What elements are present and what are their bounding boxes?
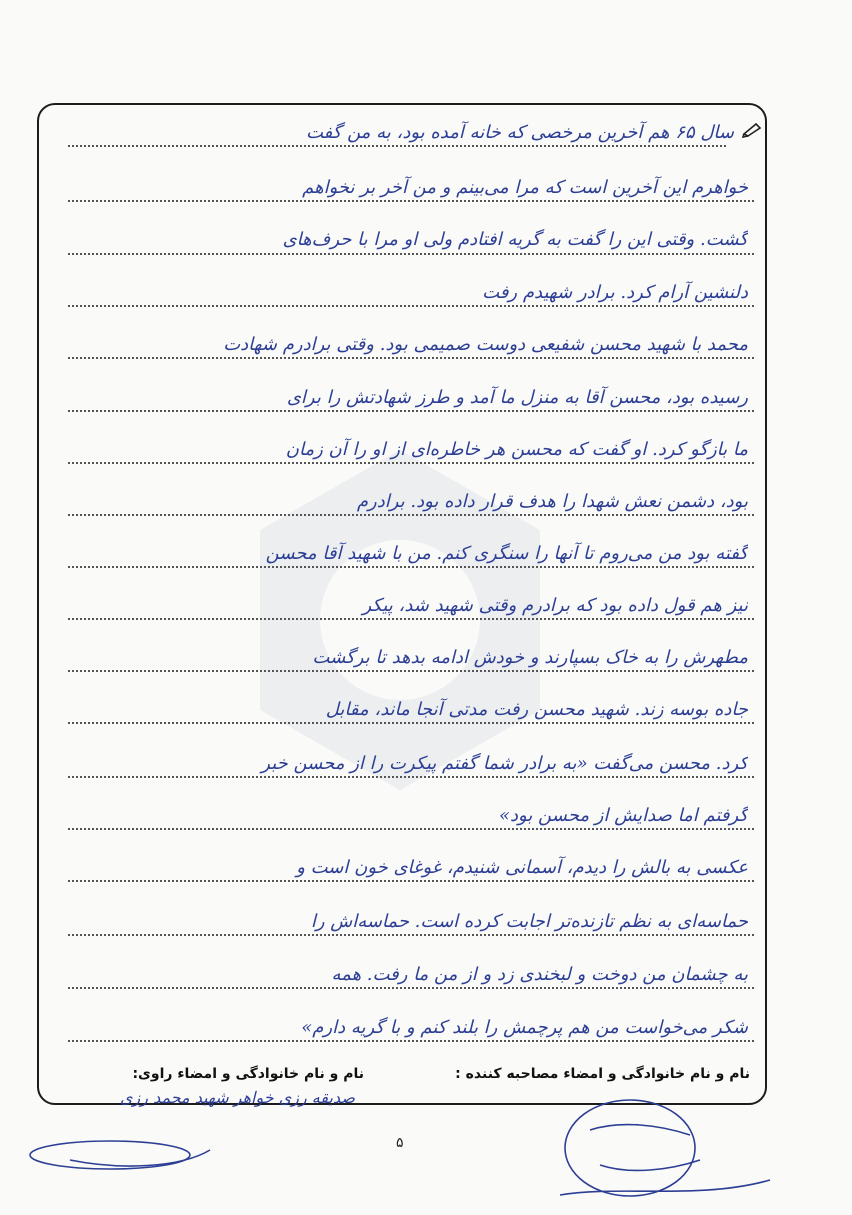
handwritten-line: جاده بوسه زند. شهید محسن رفت مدتی آنجا ماند، مقابل	[325, 699, 748, 720]
handwritten-line: محمد با شهید محسن شفیعی دوست صمیمی بود. وقتی برادرم شهادت	[223, 334, 748, 355]
handwritten-line: رسیده بود، محسن آقا به منزل ما آمد و طرز شهادتش را برای	[286, 387, 748, 408]
handwritten-line: گرفتم اما صدایش از محسن بود»	[499, 805, 748, 826]
interviewer-signature-label: نام و نام خانوادگی و امضاء مصاحبه کننده :	[455, 1066, 750, 1082]
handwritten-line: کرد. محسن می‌گفت «به برادر شما گفتم پیکرت را از محسن خبر	[261, 753, 748, 774]
handwritten-line: ما بازگو کرد. او گفت که محسن هر خاطره‌ای از او را آن زمان	[285, 439, 748, 460]
handwritten-line: نیز هم قول داده بود که برادرم وقتی شهید شد، پیکر	[362, 595, 748, 616]
handwritten-line: گفته بود من می‌روم تا آنها را سنگری کنم. من با شهید آقا محسن	[265, 543, 748, 564]
handwritten-line: گشت. وقتی این را گفت به گریه افتادم ولی او مرا با حرف‌های	[282, 229, 748, 250]
narrator-handwritten-name: صدیقه رزی خواهر شهید محمد رزی	[120, 1088, 355, 1107]
narrator-signature-label: نام و نام خانوادگی و امضاء راوی:	[132, 1066, 364, 1082]
interviewer-signature-stroke	[590, 1125, 690, 1135]
handwritten-line: سال ۶۵ هم آخرین مرخصی که خانه آمده بود، به من گفت	[306, 122, 734, 143]
handwritten-line: بود، دشمن نعش شهدا را هدف قرار داده بود. برادرم	[356, 491, 748, 512]
interviewer-stamp-circle	[565, 1100, 695, 1196]
handwritten-line: حماسه‌ای به نظم تازنده‌تر اجابت کرده است. حماسه‌اش را	[310, 911, 748, 932]
handwritten-line: شکر می‌خواست من هم پرچمش را بلند کنم و با گریه دارم»	[301, 1017, 748, 1038]
handwritten-line: به چشمان من دوخت و لبخندی زد و از من ما رفت. همه	[331, 964, 748, 985]
interviewer-signature-stroke	[600, 1160, 700, 1170]
page-number: ۵	[396, 1135, 404, 1151]
handwritten-line: دلنشین آرام کرد. برادر شهیدم رفت	[482, 282, 748, 303]
handwritten-line: عکسی به بالش را دیدم، آسمانی شنیدم، غوغای خون است و	[296, 857, 748, 878]
handwritten-line: مطهرش را به خاک بسپارند و خودش ادامه بدهد تا برگشت	[312, 647, 748, 668]
handwritten-line: خواهرم این آخرین است که مرا می‌بینم و من آخر بر نخواهم	[302, 177, 748, 198]
